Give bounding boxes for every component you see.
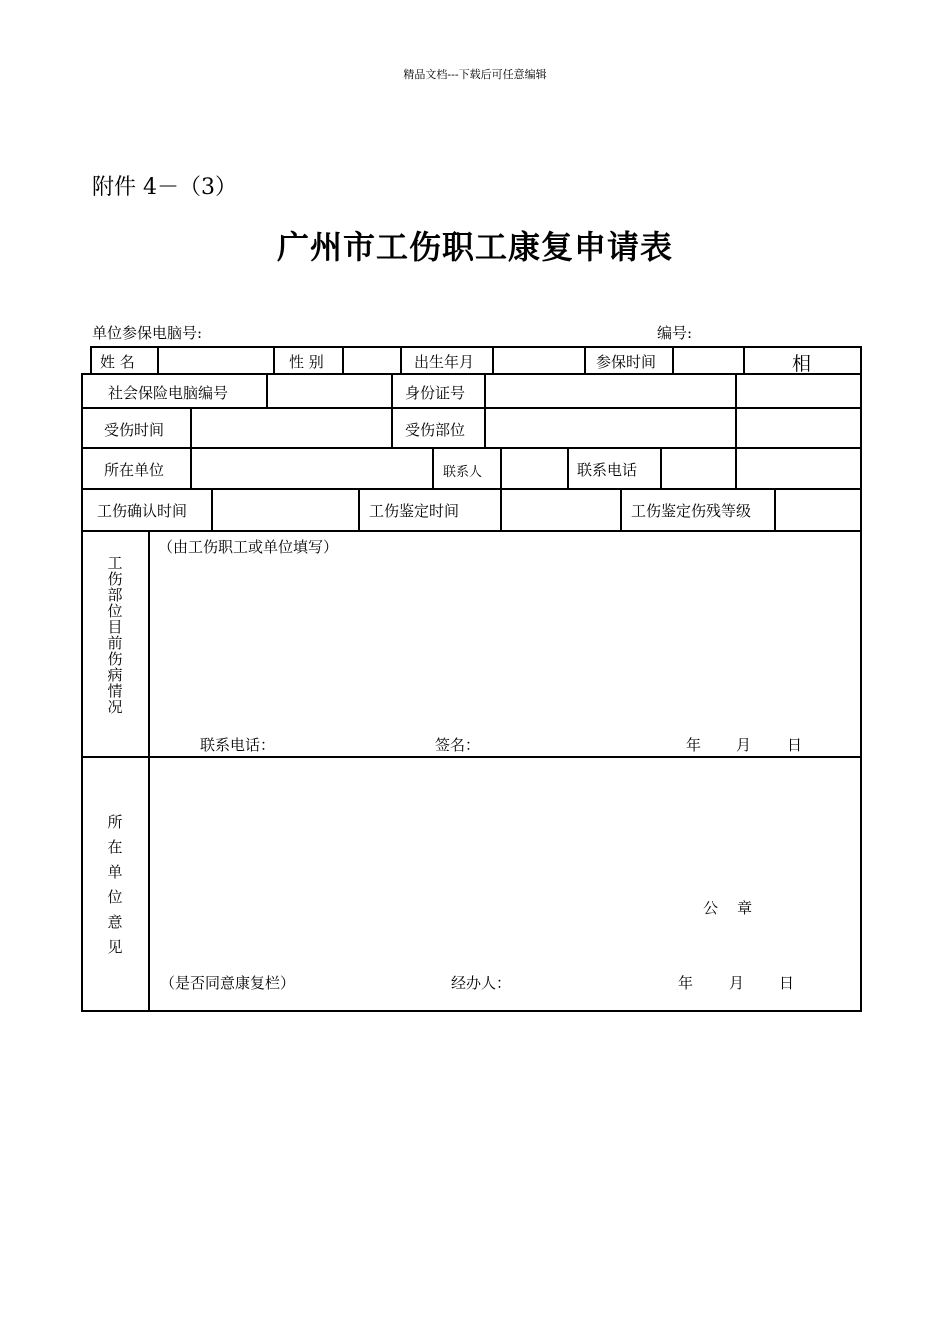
section1-day: 日 (787, 736, 803, 754)
section2-handler-label: 经办人： (451, 974, 512, 992)
injury-status-textarea[interactable] (152, 560, 858, 730)
id-no-label: 身份证号 (405, 384, 466, 402)
contact-field[interactable] (502, 449, 567, 488)
section2-year: 年 (678, 974, 694, 992)
birth-label: 出生年月 (414, 353, 475, 371)
id-no-field[interactable] (486, 375, 735, 407)
appraise-time-field[interactable] (502, 490, 620, 530)
rule (148, 530, 150, 1012)
injury-part-field[interactable] (486, 409, 735, 447)
header-note: 精品文档---下载后可任意编辑 (403, 68, 547, 81)
rule (620, 488, 622, 531)
confirm-time-label: 工伤确认时间 (97, 502, 188, 520)
rule (735, 373, 737, 489)
injury-time-field[interactable] (192, 409, 391, 447)
disability-level-label: 工伤鉴定伤残等级 (631, 502, 752, 520)
rule (743, 346, 745, 374)
rule (400, 346, 402, 374)
rule (358, 488, 360, 531)
gender-label: 性 别 (289, 353, 324, 371)
photo-label: 相 (792, 353, 812, 375)
confirm-time-field[interactable] (213, 490, 358, 530)
social-no-label: 社会保险电脑编号 (108, 384, 229, 402)
rule (81, 756, 862, 758)
section1-sign-label: 签名： (435, 736, 481, 754)
unit-label: 所在单位 (104, 461, 165, 479)
rule (432, 447, 434, 489)
section1-month: 月 (736, 736, 752, 754)
injury-part-label: 受伤部位 (405, 421, 466, 439)
phone-field[interactable] (662, 449, 735, 488)
rule (81, 1010, 862, 1012)
rule (567, 447, 569, 489)
birth-field[interactable] (494, 348, 584, 373)
section2-stamp: 公 章 (703, 899, 753, 917)
section1-hint: （由工伤职工或单位填写） (158, 538, 339, 556)
section2-hint: （是否同意康复栏） (160, 974, 296, 992)
unit-number-label: 单位参保电脑号: (92, 324, 203, 342)
rule (391, 373, 393, 448)
name-field[interactable] (159, 348, 273, 373)
attachment-label: 附件 4－（3） (92, 175, 237, 200)
rule (81, 530, 862, 532)
injury-time-label: 受伤时间 (104, 421, 165, 439)
rule (584, 346, 586, 374)
section2-label: 所在单位意见 (107, 813, 123, 956)
gender-field[interactable] (344, 348, 400, 373)
unit-opinion-textarea[interactable] (152, 760, 858, 960)
section1-label: 工伤部位目前伤病情况 (107, 554, 123, 716)
form-title: 广州市工伤职工康复申请表 (276, 228, 673, 266)
rule (273, 346, 275, 374)
social-no-field[interactable] (268, 375, 391, 407)
insure-time-label: 参保时间 (596, 353, 657, 371)
contact-label: 联系人 (443, 465, 483, 480)
unit-field[interactable] (192, 449, 432, 488)
name-label: 姓 名 (100, 353, 135, 371)
rule (81, 488, 862, 490)
insure-time-field[interactable] (674, 348, 743, 373)
rule (860, 346, 862, 1012)
phone-label: 联系电话 (577, 461, 638, 479)
section1-phone-label: 联系电话： (200, 736, 276, 754)
section1-year: 年 (686, 736, 702, 754)
appraise-time-label: 工伤鉴定时间 (369, 502, 460, 520)
rule (81, 373, 83, 1012)
section2-month: 月 (729, 974, 745, 992)
rule (90, 346, 92, 374)
disability-level-field[interactable] (776, 490, 860, 530)
section2-day: 日 (779, 974, 795, 992)
serial-number-label: 编号: (657, 324, 693, 342)
